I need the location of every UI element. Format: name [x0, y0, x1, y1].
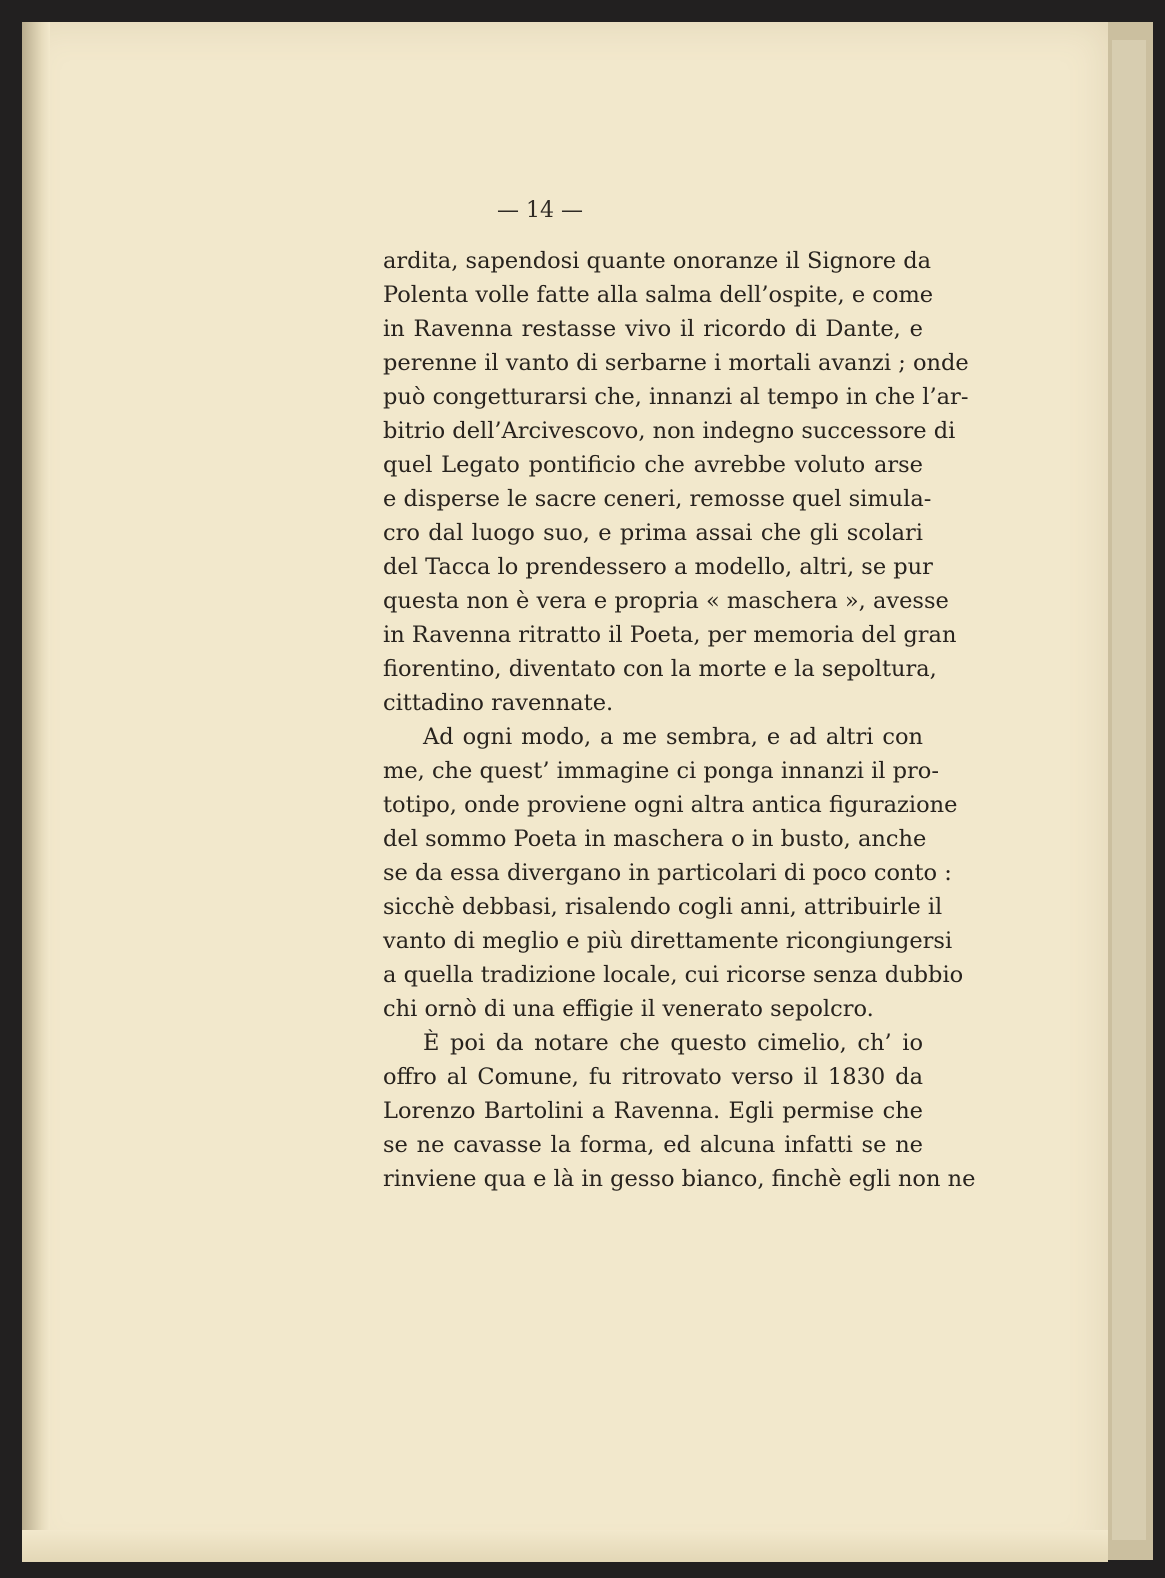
- text-line: può congetturarsi che, innanzi al tempo in che l’ar-: [383, 384, 969, 410]
- text-line: totipo, onde proviene ogni altra antica figurazione: [383, 792, 958, 818]
- text-line: ardita, sapendosi quante onoranze il Signore da: [383, 248, 932, 274]
- text-line: del sommo Poeta in maschera o in busto, anche: [383, 826, 927, 852]
- text-line: e disperse le sacre ceneri, remosse quel simula-: [383, 486, 932, 512]
- page-number: — 14 —: [497, 198, 583, 223]
- text-line: sicchè debbasi, risalendo cogli anni, attribuirle il: [383, 894, 943, 920]
- text-line: fiorentino, diventato con la morte e la sepoltura,: [383, 656, 937, 682]
- page-bottom-edge: [22, 1530, 1108, 1562]
- text-line: perenne il vanto di serbarne i mortali avanzi ; onde: [383, 350, 969, 376]
- adjacent-page-inner: [1112, 40, 1146, 1540]
- paragraph-end-line: chi ornò di una effigie il venerato sepolcro.: [383, 996, 874, 1022]
- text-line: bitrio dell’Arcivescovo, non indegno successore di: [383, 418, 956, 444]
- text-line: del Tacca lo prendessero a modello, altri, se pur: [383, 554, 933, 580]
- text-line: questa non è vera e propria « maschera », avesse: [383, 588, 949, 614]
- text-line: se da essa divergano in particolari di poco conto :: [383, 860, 952, 886]
- text-line: offro al Comune, fu ritrovato verso il 1830 da: [383, 1064, 923, 1090]
- text-line: Polenta volle fatte alla salma dell’ospite, e come: [383, 282, 934, 308]
- paragraph-start-line: Ad ogni modo, a me sembra, e ad altri con: [423, 724, 923, 750]
- text-line: a quella tradizione locale, cui ricorse senza dubbio: [383, 962, 964, 988]
- body-text: [383, 244, 976, 1196]
- text-line: me, che quest’ immagine ci ponga innanzi il pro-: [383, 758, 939, 784]
- text-line: quel Legato pontificio che avrebbe voluto arse: [383, 452, 923, 478]
- text-line: in Ravenna restasse vivo il ricordo di Dante, e: [383, 316, 923, 342]
- paragraph-end-line: cittadino ravennate.: [383, 690, 614, 716]
- text-line: vanto di meglio e più direttamente ricongiungersi: [383, 928, 953, 954]
- text-line: in Ravenna ritratto il Poeta, per memoria del gran: [383, 622, 957, 648]
- paragraph-start-line: È poi da notare che questo cimelio, ch’ io: [423, 1030, 923, 1056]
- text-line: rinviene qua e là in gesso bianco, finchè egli non ne: [383, 1166, 976, 1192]
- text-line: Lorenzo Bartolini a Ravenna. Egli permise che: [383, 1098, 923, 1124]
- page-spine-shadow: [22, 22, 50, 1562]
- text-line: se ne cavasse la forma, ed alcuna infatti se ne: [383, 1132, 923, 1158]
- text-line: cro dal luogo suo, e prima assai che gli scolari: [383, 520, 923, 546]
